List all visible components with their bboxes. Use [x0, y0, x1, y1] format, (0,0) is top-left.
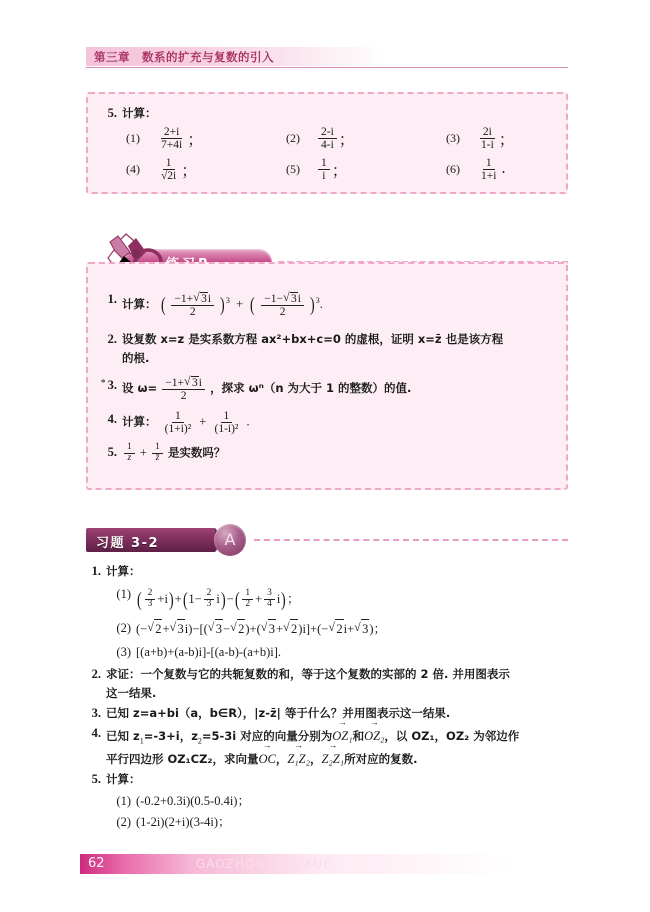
- subitem-label: (5): [286, 161, 300, 176]
- item-number: 4.: [91, 725, 101, 740]
- subitem-label: (3): [446, 130, 460, 145]
- subitem-label: (1): [116, 586, 131, 601]
- subitem-tail: ；: [331, 162, 348, 180]
- plus-sign: +: [139, 445, 147, 460]
- item-text-d: 和: [352, 728, 365, 743]
- fraction-numerator: 1: [172, 410, 184, 423]
- fraction: $\frac{-1+ √ 3i}{2}$: [162, 376, 205, 402]
- fraction-denominator: √2i: [161, 169, 177, 182]
- item-text-line1: 已知 z=a+bi（a，b∈R），|z-z̄| 等于什么？并用图表示这一结果.: [106, 705, 451, 720]
- fraction: [124, 443, 135, 464]
- banner-dashed-line: [254, 539, 568, 541]
- item-text-line2: 这一结果.: [106, 686, 157, 700]
- fraction: $\frac{-1- √ 3i}{2}$: [261, 292, 304, 318]
- subitem-label: (2): [116, 620, 131, 635]
- item-prompt: 计算：: [106, 771, 141, 786]
- subitem-tail: ；: [498, 131, 515, 149]
- item-number: 5.: [107, 444, 117, 459]
- subitem: [86, 813, 568, 832]
- fraction-numerator: 2-i: [318, 126, 337, 139]
- exercise-list-main: [86, 562, 568, 835]
- section-badge-label: A: [224, 530, 236, 549]
- fraction-denominator: 2: [180, 389, 187, 402]
- fraction-denominator: (1+i)²: [164, 422, 192, 435]
- fraction: $\frac{-1+ √ 3i}{2}$: [171, 292, 214, 318]
- exercise-item: [86, 562, 568, 581]
- exercise-item: [86, 704, 568, 723]
- item-text-a: 已知 z: [106, 728, 140, 743]
- item-prompt: 计算：: [122, 296, 157, 311]
- fraction-denominator: (1-i)²: [214, 422, 239, 435]
- exercise-item: [102, 410, 552, 435]
- item-number: 2.: [107, 332, 117, 346]
- item-number: 2.: [91, 667, 101, 682]
- plus-sign: +: [199, 414, 207, 429]
- fraction: [478, 157, 499, 182]
- subitem-expression: ( $\frac{2}{3}$ +i)+(1− $\frac{2}{3}$ i)−( $\frac{1}{2}$ + $\frac{3}{4}$ i)；: [137, 588, 300, 611]
- fraction: [318, 126, 337, 151]
- subitem-row: [102, 126, 552, 151]
- item-text-e: ，以 OZ₁，OZ₂ 为邻边作: [384, 728, 520, 743]
- subitem: [86, 585, 568, 615]
- subitem-label: (1): [126, 130, 140, 145]
- fraction-numerator: 1: [318, 157, 330, 170]
- fraction-numerator: 1: [124, 443, 135, 454]
- item-number: 1.: [107, 292, 117, 306]
- subscript: 2: [197, 736, 202, 745]
- subitem-label: (1): [116, 793, 131, 808]
- item-prefix: 设 ω=: [122, 380, 158, 395]
- subitem: [86, 643, 568, 662]
- subitem-tail: ；: [181, 162, 198, 180]
- subitem-expression: (-0.2+0.3i)(0.5-0.4i)；: [136, 793, 250, 808]
- item-text-line2: 的根.: [122, 350, 150, 365]
- item-text-b: =-3+i，z: [143, 728, 198, 743]
- fraction: [318, 157, 330, 182]
- page-number: 62: [88, 856, 105, 871]
- fraction-denominator: z: [127, 452, 132, 463]
- page-header: [86, 47, 568, 68]
- exercise-item: [102, 443, 552, 464]
- exercise-item: [86, 724, 568, 769]
- fraction: [158, 157, 179, 182]
- chapter-title: 第三章 数系的扩充与复数的引入: [94, 50, 274, 64]
- fraction-numerator: 2i: [480, 126, 495, 139]
- subitem-label: (2): [286, 130, 300, 145]
- exercise-list-b: [88, 264, 566, 466]
- item-number: 5.: [107, 106, 117, 120]
- exercise-box-practice-b: [86, 262, 568, 490]
- separator: ，: [309, 752, 322, 766]
- exercise-item: [86, 665, 568, 703]
- vector-notation: → Z₁Z₂: [287, 747, 310, 769]
- item-text-line2-a: 平行四边形 OZ₁CZ₂，求向量: [106, 752, 259, 766]
- exercise-item: [102, 330, 552, 368]
- subitem-label: (4): [126, 161, 140, 176]
- item-text-c: =5-3i 对应的向量分别为: [201, 728, 333, 743]
- fraction-numerator: 1: [483, 157, 495, 170]
- section-badge: [214, 524, 246, 556]
- exercise-list-a: [88, 94, 566, 185]
- item-suffix: ，探求 ωⁿ（n 为大于 1 的整数）的值.: [210, 380, 412, 395]
- fraction: [158, 126, 185, 151]
- item-prompt: 计算：: [106, 564, 141, 578]
- item-tail: .: [246, 414, 250, 429]
- subscript: 1: [139, 736, 144, 745]
- subitem-label: (2): [116, 815, 131, 830]
- subitem: [86, 619, 568, 639]
- page-footer: [0, 854, 650, 876]
- exercise-set-label: 习题 3-2: [96, 536, 160, 551]
- footer-watermark: GAOZHONGSHUXUE: [196, 857, 332, 871]
- fraction: [478, 126, 497, 151]
- fraction-denominator: 4-i: [321, 138, 334, 151]
- item-prompt: 计算：: [122, 414, 157, 429]
- exercise-set-banner: [86, 524, 568, 556]
- fraction: [162, 410, 195, 435]
- exercise-item: [102, 376, 552, 402]
- vector-notation: → OZ₂: [364, 724, 384, 746]
- item-number: * 3.: [102, 376, 122, 395]
- item-number: 4.: [107, 411, 117, 426]
- fraction-denominator: i: [322, 169, 326, 182]
- subitem-expression: (− √ 2+ √ 3i)−[( √ 3− √ 2)+( √ 3+ √ 2)i]+(− √ 2i+ √ 3)；: [136, 619, 568, 639]
- subitem: [86, 792, 568, 811]
- exercise-box-practice-a: [86, 92, 568, 194]
- fraction-denominator: 7+4i: [161, 138, 183, 151]
- fraction-denominator: 1-i: [481, 138, 494, 151]
- header-rule: [86, 67, 568, 68]
- subitem-tail: ；: [187, 131, 204, 149]
- fraction-numerator: 1: [163, 157, 175, 170]
- subitem-tail: .: [501, 160, 506, 178]
- item-number: 3.: [91, 705, 101, 720]
- item-number: 5.: [91, 771, 101, 786]
- subitem-label: (3): [116, 644, 131, 659]
- expression: ( $\frac{-1+ √ 3i}{2}$ )$^3$ + ( $\frac{-1- √ 3i}{2}$ )$^3$.: [160, 297, 323, 311]
- subitem-expression: (1-2i)(2+i)(3-4i)；: [136, 815, 231, 830]
- fraction-numerator: 1: [221, 410, 233, 423]
- fraction: [152, 443, 163, 464]
- subitem-expression: [(a+b)+(a-b)i]-[(a-b)-(a+b)i].: [136, 644, 282, 659]
- exercise-item: [102, 290, 552, 320]
- fraction-numerator: 1: [152, 443, 163, 454]
- item-text-line2-d: 所对应的复数.: [344, 752, 418, 766]
- item-text-line1: 设复数 x=z 是实系数方程 ax²+bx+c=0 的虚根，证明 x=z̄ 也是该方程: [122, 332, 504, 346]
- subitem-tail: ；: [338, 131, 355, 149]
- separator: ，: [275, 752, 288, 766]
- item-number: 1.: [91, 564, 101, 578]
- vector-notation: → OC: [258, 747, 275, 769]
- fraction-numerator: 2+i: [161, 126, 182, 139]
- fraction-denominator: 1+i: [481, 169, 497, 182]
- item-text: 是实数吗？: [167, 445, 226, 460]
- vector-notation: → Z₂Z₁: [321, 747, 344, 769]
- subitem-label: (6): [446, 161, 460, 176]
- vector-notation: → OZ₁: [332, 724, 352, 746]
- item-text-line1: 求证：一个复数与它的共轭复数的和，等于这个复数的实部的 2 倍. 并用图表示: [106, 667, 510, 682]
- item-prompt: 计算：: [122, 106, 157, 120]
- subitem-row: [102, 157, 552, 182]
- exercise-item: [86, 770, 568, 789]
- exercise-item: [102, 104, 552, 123]
- fraction-denominator: z̄: [155, 452, 160, 463]
- fraction: [211, 410, 241, 435]
